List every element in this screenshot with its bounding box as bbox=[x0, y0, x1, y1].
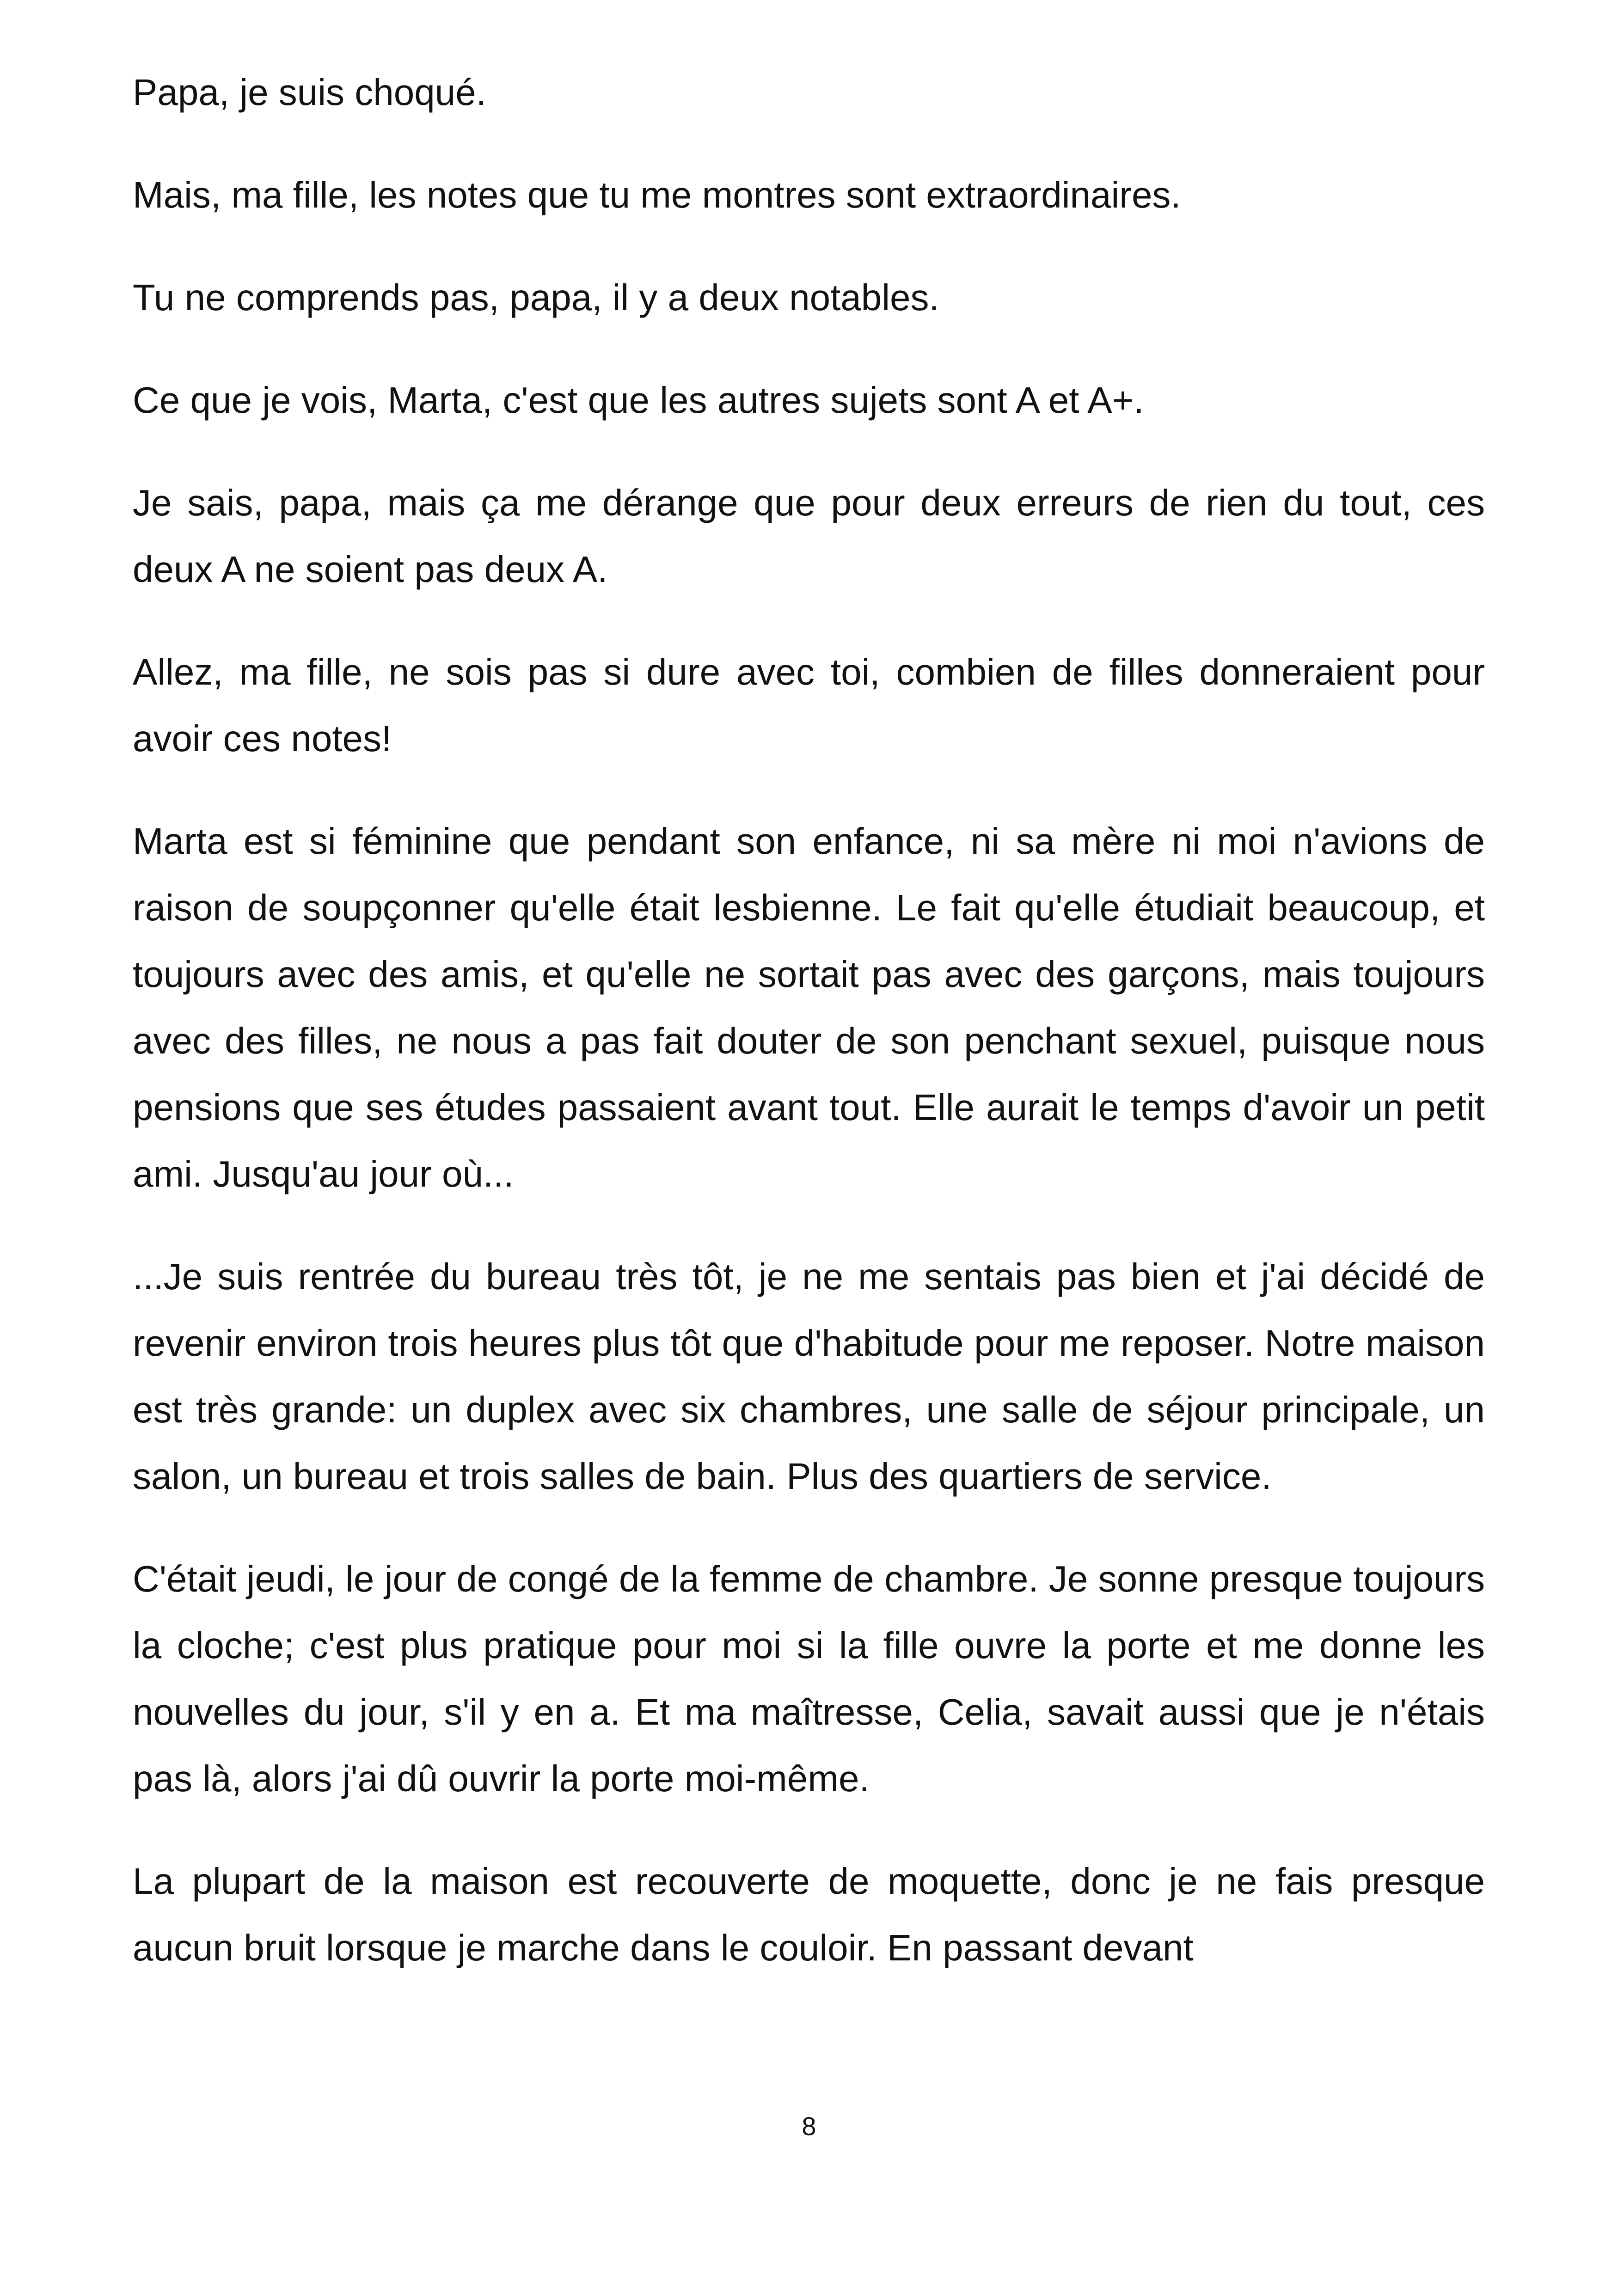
paragraph: Marta est si féminine que pendant son enfance, ni sa mère ni moi n'avions de raison de soupçonner qu'elle était lesbienne. Le fait qu'elle étudiait beaucoup, et toujours avec des amis, et qu'elle ne sortait pas avec des garçons, mais toujours avec des filles, ne nous a pas fait douter de son penchant sexuel, puisque nous pensions que ses études passaient avant tout. Elle aurait le temps d'avoir un petit ami. Jusqu'au jour où... bbox=[133, 820, 1485, 1194]
paragraph: La plupart de la maison est recouverte de moquette, donc je ne fais presque aucun bruit lorsque je marche dans le couloir. En passant devant bbox=[133, 1861, 1485, 1968]
page-number: 8 bbox=[802, 2112, 816, 2141]
paragraph: C'était jeudi, le jour de congé de la femme de chambre. Je sonne presque toujours la cloche; c'est plus pratique pour moi si la fille ouvre la porte et me donne les nouvelles du jour, s'il y en a. Et ma maîtresse, Celia, savait aussi que je n'étais pas là, alors j'ai dû ouvrir la porte moi-même. bbox=[133, 1558, 1485, 1799]
paragraph: Tu ne comprends pas, papa, il y a deux notables. bbox=[133, 277, 939, 318]
paragraph: ...Je suis rentrée du bureau très tôt, je ne me sentais pas bien et j'ai décidé de revenir environ trois heures plus tôt que d'habitude pour me reposer. Notre maison est très grande: un duplex avec six chambres, une salle de séjour principale, un salon, un bureau et trois salles de bain. Plus des quartiers de service. bbox=[133, 1256, 1485, 1497]
body-text bbox=[133, 59, 1485, 1981]
paragraph: Ce que je vois, Marta, c'est que les autres sujets sont A et A+. bbox=[133, 380, 1144, 421]
paragraph: Je sais, papa, mais ça me dérange que pour deux erreurs de rien du tout, ces deux A ne soient pas deux A. bbox=[133, 482, 1485, 590]
paragraph: Allez, ma fille, ne sois pas si dure avec toi, combien de filles donneraient pour avoir ces notes! bbox=[133, 651, 1485, 759]
paragraph: Papa, je suis choqué. bbox=[133, 72, 486, 113]
paragraph: Mais, ma fille, les notes que tu me montres sont extraordinaires. bbox=[133, 174, 1181, 215]
